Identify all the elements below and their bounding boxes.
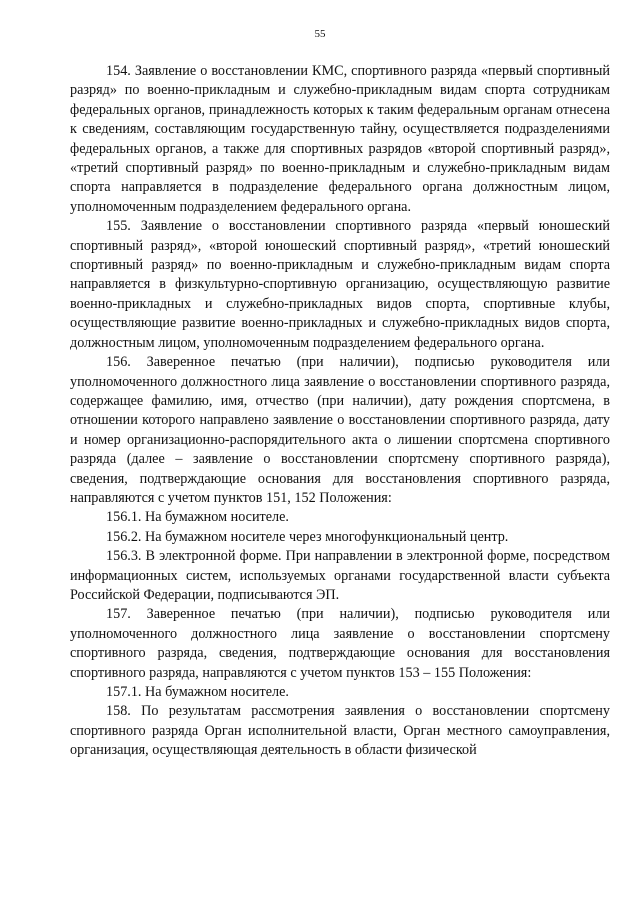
paragraph-157-1: 157.1. На бумажном носителе. [106, 684, 289, 700]
document-body [70, 62, 610, 761]
paragraph-158: 158. По результатам рассмотрения заявления о восстановлении спортсмену спортивного разряда Орган исполнительной власти, Орган местного самоуправления, организация, осуществляющая деятельность в области физической [70, 703, 610, 759]
paragraph-156-2: 156.2. На бумажном носителе через многофункциональный центр. [106, 528, 509, 545]
paragraph-156-3: 156.3. В электронной форме. При направлении в электронной форме, посредством информационных систем, используемых органами государственной власти субъекта Российской Федерации, подписываются ЭП. [70, 548, 610, 603]
paragraph-155: 155. Заявление о восстановлении спортивного разряда «первый юношеский спортивный разряд», «второй юношеский спортивный разряд», «третий юношеский спортивный разряд» по военно-прикладным и служебно-прикладным видам спорта направляется в физкультурно-спортивную организацию, осуществляющую развитие военно-прикладных и служебно-прикладных видов спорта, спортивные клубы, осуществляющие развитие военно-прикладных и служебно-прикладных видов спорта, должностным лицом, уполномоченным подразделением федерального органа. [70, 218, 610, 351]
paragraph-157: 157. Заверенное печатью (при наличии), подписью руководителя или уполномоченного должностного лица заявление о восстановлении спортсмену спортивного разряда, сведения, подтверждающие основания для восстановления спортивного разряда, направляются с учетом пунктов 153 – 155 Положения: [70, 606, 610, 681]
page-number: 55 [314, 28, 326, 40]
paragraph-156-1: 156.1. На бумажном носителе. [106, 509, 289, 526]
paragraph-154: 154. Заявление о восстановлении КМС, спортивного разряда «первый спортивный разряд» по военно-прикладным и служебно-прикладным видам спорта сотрудникам федеральных органов, принадлежность которых к таким федеральным органам отнесена к сведениям, составляющим государственную тайну, осуществляется подразделениями федеральных органов, а также для спортивных разрядов «второй спортивный разряд», «третий спортивный разряд» по военно-прикладным и служебно-прикладным видам спорта направляется в подразделение федерального органа должностным лицом, уполномоченным подразделением федерального органа. [70, 63, 610, 215]
paragraph-156: 156. Заверенное печатью (при наличии), подписью руководителя или уполномоченного должностного лица заявление о восстановлении спортивного разряда, содержащее фамилию, имя, отчество (при наличии), дату рождения спортсмена, в отношении которого направлено заявление о восстановлении спортивного разряда, дату и номер организационно-распорядительного акта о лишении спортсмена спортивного разряда (далее – заявление о восстановлении спортсмену спортивного разряда), сведения, подтверждающие основания для восстановления спортивного разряда, направляются с учетом пунктов 151, 152 Положения: [70, 354, 610, 506]
